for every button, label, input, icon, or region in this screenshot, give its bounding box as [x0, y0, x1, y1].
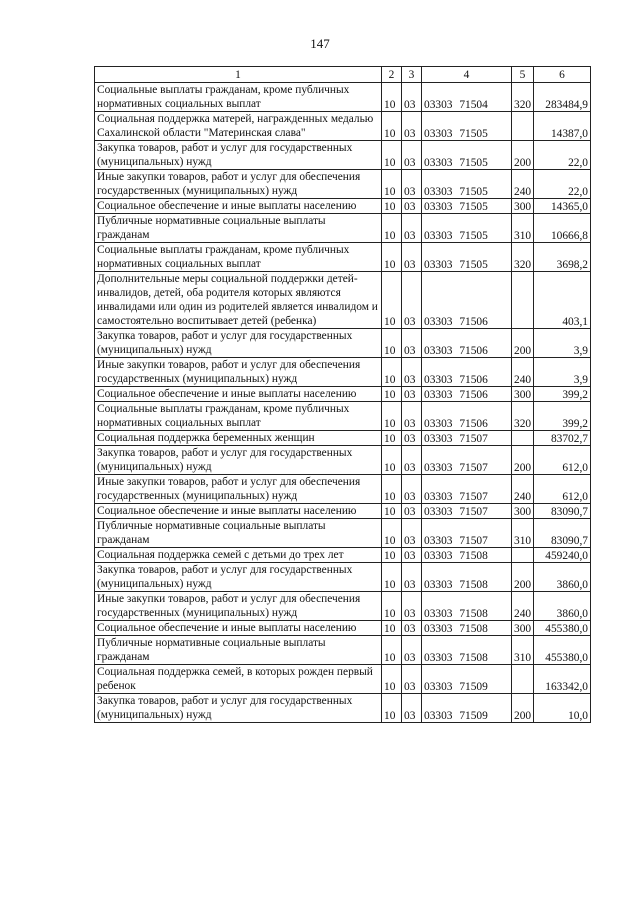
- target-article-code: 03303 71505: [422, 243, 512, 272]
- target-article-code: 03303 71508: [422, 592, 512, 621]
- target-article-code: 03303 71509: [422, 665, 512, 694]
- target-article-code: 03303 71507: [422, 446, 512, 475]
- subsection-code: 03: [402, 329, 422, 358]
- table-row: [95, 199, 591, 214]
- amount-value: 10666,8: [534, 214, 591, 243]
- subsection-code: 03: [402, 358, 422, 387]
- column-header: 6: [534, 67, 591, 83]
- amount-value: 3860,0: [534, 592, 591, 621]
- section-code: 10: [382, 563, 402, 592]
- table-row: [95, 636, 591, 665]
- amount-value: 83090,7: [534, 504, 591, 519]
- target-article-code: 03303 71507: [422, 504, 512, 519]
- line-item-name: Социальное обеспечение и иные выплаты населению: [95, 199, 382, 214]
- column-header: 1: [95, 67, 382, 83]
- expense-type-code: 300: [512, 387, 534, 402]
- amount-value: 399,2: [534, 387, 591, 402]
- amount-value: 163342,0: [534, 665, 591, 694]
- expense-type-code: 300: [512, 621, 534, 636]
- subsection-code: 03: [402, 112, 422, 141]
- target-article-code: 03303 71506: [422, 329, 512, 358]
- amount-value: 399,2: [534, 402, 591, 431]
- section-code: 10: [382, 402, 402, 431]
- amount-value: 10,0: [534, 694, 591, 723]
- line-item-name: Социальное обеспечение и иные выплаты населению: [95, 387, 382, 402]
- section-code: 10: [382, 199, 402, 214]
- subsection-code: 03: [402, 446, 422, 475]
- column-header: 4: [422, 67, 512, 83]
- column-header: 5: [512, 67, 534, 83]
- subsection-code: 03: [402, 621, 422, 636]
- line-item-name: Дополнительные меры социальной поддержки детей-инвалидов, детей, оба родителя которых являются инвалидами или один из родителей является инвалидом и самостоятельно воспитывает детей (ребенка): [95, 272, 382, 329]
- line-item-name: Социальная поддержка семей, в которых рожден первый ребенок: [95, 665, 382, 694]
- amount-value: 3,9: [534, 329, 591, 358]
- table-row: [95, 402, 591, 431]
- section-code: 10: [382, 272, 402, 329]
- subsection-code: 03: [402, 387, 422, 402]
- expense-type-code: 320: [512, 83, 534, 112]
- section-code: 10: [382, 170, 402, 199]
- table-row: [95, 431, 591, 446]
- expense-type-code: 240: [512, 475, 534, 504]
- line-item-name: Публичные нормативные социальные выплаты гражданам: [95, 214, 382, 243]
- target-article-code: 03303 71505: [422, 199, 512, 214]
- subsection-code: 03: [402, 548, 422, 563]
- line-item-name: Закупка товаров, работ и услуг для государственных (муниципальных) нужд: [95, 446, 382, 475]
- expense-type-code: 240: [512, 592, 534, 621]
- subsection-code: 03: [402, 199, 422, 214]
- line-item-name: Социальное обеспечение и иные выплаты населению: [95, 621, 382, 636]
- line-item-name: Социальная поддержка семей с детьми до трех лет: [95, 548, 382, 563]
- subsection-code: 03: [402, 272, 422, 329]
- column-header: 3: [402, 67, 422, 83]
- section-code: 10: [382, 548, 402, 563]
- table-row: [95, 446, 591, 475]
- target-article-code: 03303 71508: [422, 621, 512, 636]
- expense-type-code: 200: [512, 446, 534, 475]
- section-code: 10: [382, 636, 402, 665]
- table-row: [95, 387, 591, 402]
- target-article-code: 03303 71505: [422, 214, 512, 243]
- expense-type-code: 200: [512, 563, 534, 592]
- expense-type-code: 310: [512, 636, 534, 665]
- expense-type-code: 310: [512, 214, 534, 243]
- amount-value: 612,0: [534, 475, 591, 504]
- subsection-code: 03: [402, 431, 422, 446]
- subsection-code: 03: [402, 475, 422, 504]
- budget-table: [94, 66, 591, 723]
- expense-type-code: [512, 665, 534, 694]
- target-article-code: 03303 71507: [422, 475, 512, 504]
- amount-value: 403,1: [534, 272, 591, 329]
- subsection-code: 03: [402, 214, 422, 243]
- amount-value: 459240,0: [534, 548, 591, 563]
- subsection-code: 03: [402, 504, 422, 519]
- expense-type-code: 200: [512, 141, 534, 170]
- line-item-name: Иные закупки товаров, работ и услуг для обеспечения государственных (муниципальных) нужд: [95, 358, 382, 387]
- subsection-code: 03: [402, 83, 422, 112]
- amount-value: 83090,7: [534, 519, 591, 548]
- amount-value: 455380,0: [534, 636, 591, 665]
- target-article-code: 03303 71505: [422, 112, 512, 141]
- amount-value: 3,9: [534, 358, 591, 387]
- subsection-code: 03: [402, 563, 422, 592]
- expense-type-code: 200: [512, 329, 534, 358]
- subsection-code: 03: [402, 592, 422, 621]
- section-code: 10: [382, 621, 402, 636]
- target-article-code: 03303 71507: [422, 431, 512, 446]
- expense-type-code: [512, 548, 534, 563]
- amount-value: 22,0: [534, 141, 591, 170]
- section-code: 10: [382, 592, 402, 621]
- table-row: [95, 170, 591, 199]
- expense-type-code: 240: [512, 358, 534, 387]
- amount-value: 3698,2: [534, 243, 591, 272]
- table-row: [95, 358, 591, 387]
- target-article-code: 03303 71506: [422, 387, 512, 402]
- section-code: 10: [382, 446, 402, 475]
- target-article-code: 03303 71508: [422, 563, 512, 592]
- table-header-row: [95, 67, 591, 83]
- line-item-name: Социальные выплаты гражданам, кроме публичных нормативных социальных выплат: [95, 83, 382, 112]
- section-code: 10: [382, 694, 402, 723]
- line-item-name: Социальная поддержка матерей, награжденных медалью Сахалинской области "Материнская слава": [95, 112, 382, 141]
- target-article-code: 03303 71509: [422, 694, 512, 723]
- amount-value: 612,0: [534, 446, 591, 475]
- section-code: 10: [382, 243, 402, 272]
- table-row: [95, 475, 591, 504]
- table-row: [95, 141, 591, 170]
- line-item-name: Публичные нормативные социальные выплаты гражданам: [95, 519, 382, 548]
- line-item-name: Социальные выплаты гражданам, кроме публичных нормативных социальных выплат: [95, 402, 382, 431]
- table-row: [95, 694, 591, 723]
- line-item-name: Закупка товаров, работ и услуг для государственных (муниципальных) нужд: [95, 563, 382, 592]
- target-article-code: 03303 71506: [422, 272, 512, 329]
- table-row: [95, 548, 591, 563]
- table-row: [95, 329, 591, 358]
- table-row: [95, 665, 591, 694]
- section-code: 10: [382, 141, 402, 170]
- subsection-code: 03: [402, 694, 422, 723]
- expense-type-code: [512, 272, 534, 329]
- section-code: 10: [382, 112, 402, 141]
- line-item-name: Иные закупки товаров, работ и услуг для обеспечения государственных (муниципальных) нужд: [95, 170, 382, 199]
- subsection-code: 03: [402, 402, 422, 431]
- expense-type-code: [512, 431, 534, 446]
- line-item-name: Закупка товаров, работ и услуг для государственных (муниципальных) нужд: [95, 694, 382, 723]
- line-item-name: Иные закупки товаров, работ и услуг для обеспечения государственных (муниципальных) нужд: [95, 475, 382, 504]
- subsection-code: 03: [402, 243, 422, 272]
- line-item-name: Публичные нормативные социальные выплаты гражданам: [95, 636, 382, 665]
- subsection-code: 03: [402, 519, 422, 548]
- section-code: 10: [382, 214, 402, 243]
- expense-type-code: 320: [512, 243, 534, 272]
- line-item-name: Закупка товаров, работ и услуг для государственных (муниципальных) нужд: [95, 141, 382, 170]
- target-article-code: 03303 71505: [422, 170, 512, 199]
- line-item-name: Социальные выплаты гражданам, кроме публичных нормативных социальных выплат: [95, 243, 382, 272]
- expense-type-code: 300: [512, 504, 534, 519]
- section-code: 10: [382, 519, 402, 548]
- section-code: 10: [382, 431, 402, 446]
- target-article-code: 03303 71508: [422, 636, 512, 665]
- section-code: 10: [382, 358, 402, 387]
- amount-value: 83702,7: [534, 431, 591, 446]
- target-article-code: 03303 71506: [422, 358, 512, 387]
- expense-type-code: 240: [512, 170, 534, 199]
- line-item-name: Иные закупки товаров, работ и услуг для обеспечения государственных (муниципальных) нужд: [95, 592, 382, 621]
- line-item-name: Закупка товаров, работ и услуг для государственных (муниципальных) нужд: [95, 329, 382, 358]
- table-row: [95, 504, 591, 519]
- amount-value: 283484,9: [534, 83, 591, 112]
- subsection-code: 03: [402, 170, 422, 199]
- table-row: [95, 243, 591, 272]
- section-code: 10: [382, 83, 402, 112]
- table-row: [95, 83, 591, 112]
- section-code: 10: [382, 475, 402, 504]
- target-article-code: 03303 71506: [422, 402, 512, 431]
- table-row: [95, 272, 591, 329]
- table-row: [95, 621, 591, 636]
- target-article-code: 03303 71507: [422, 519, 512, 548]
- table-row: [95, 592, 591, 621]
- subsection-code: 03: [402, 141, 422, 170]
- amount-value: 455380,0: [534, 621, 591, 636]
- target-article-code: 03303 71504: [422, 83, 512, 112]
- amount-value: 22,0: [534, 170, 591, 199]
- subsection-code: 03: [402, 636, 422, 665]
- line-item-name: Социальное обеспечение и иные выплаты населению: [95, 504, 382, 519]
- section-code: 10: [382, 387, 402, 402]
- column-header: 2: [382, 67, 402, 83]
- amount-value: 3860,0: [534, 563, 591, 592]
- table-row: [95, 214, 591, 243]
- expense-type-code: [512, 112, 534, 141]
- table-row: [95, 112, 591, 141]
- amount-value: 14387,0: [534, 112, 591, 141]
- line-item-name: Социальная поддержка беременных женщин: [95, 431, 382, 446]
- expense-type-code: 200: [512, 694, 534, 723]
- expense-type-code: 300: [512, 199, 534, 214]
- section-code: 10: [382, 329, 402, 358]
- expense-type-code: 310: [512, 519, 534, 548]
- subsection-code: 03: [402, 665, 422, 694]
- amount-value: 14365,0: [534, 199, 591, 214]
- target-article-code: 03303 71508: [422, 548, 512, 563]
- section-code: 10: [382, 504, 402, 519]
- page-number: 147: [310, 36, 330, 51]
- table-row: [95, 519, 591, 548]
- target-article-code: 03303 71505: [422, 141, 512, 170]
- table-row: [95, 563, 591, 592]
- expense-type-code: 320: [512, 402, 534, 431]
- section-code: 10: [382, 665, 402, 694]
